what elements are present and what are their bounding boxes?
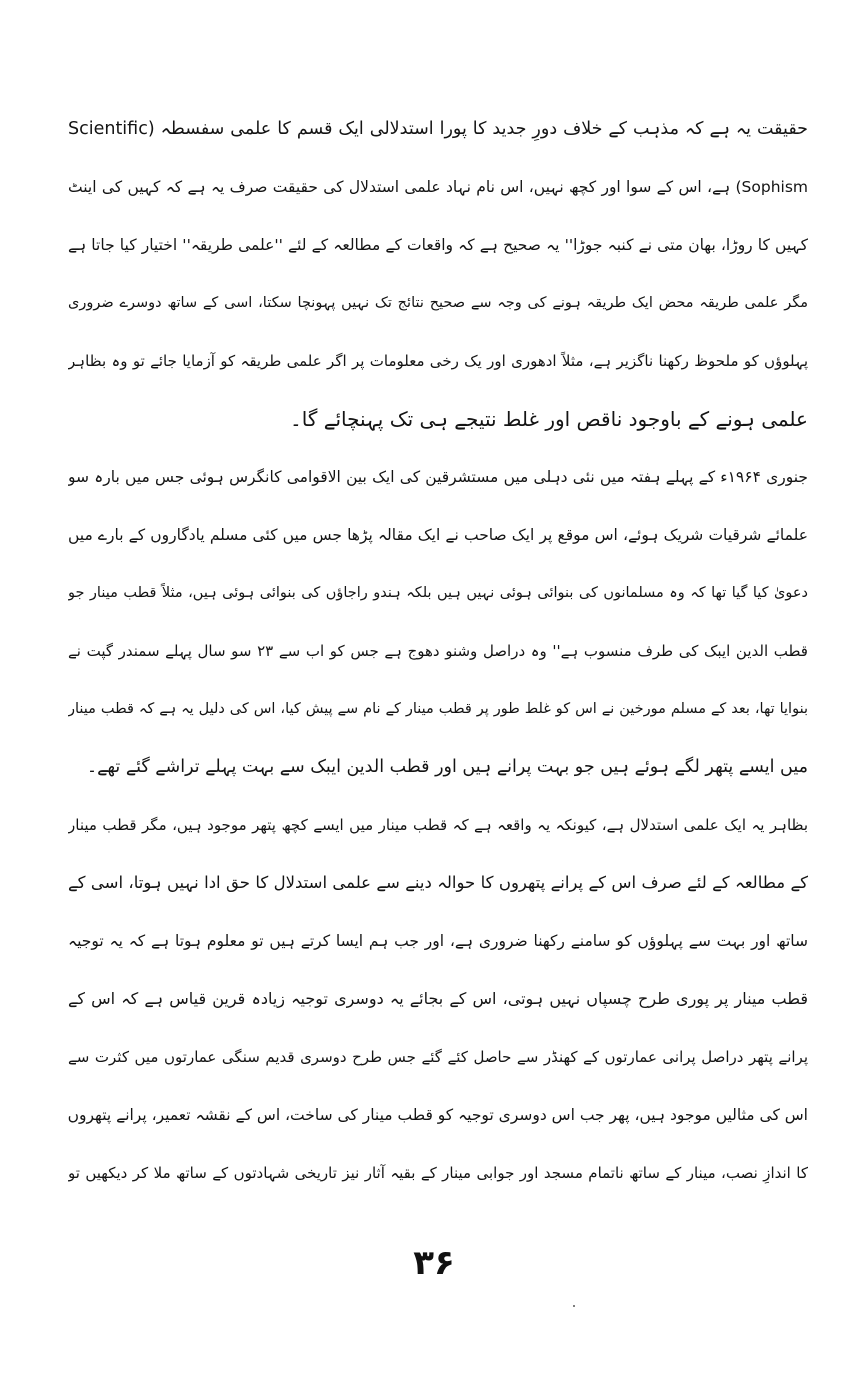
text-line: ساتھ اور بہت سے پہلوؤں کو سامنے رکھنا ضروری ہے، اور جب ہم ایسا کرتے ہیں تو معلوم ہوتا ہے کہ یہ توجیہ — [68, 932, 808, 950]
text-line: قطب مینار پر پوری طرح چسپاں نہیں ہوتی، اس کے بجائے یہ دوسری توجیہ زیادہ قرین قیاس ہے کہ اس کے — [68, 989, 808, 1008]
text-line: قطب الدین ایبک کی طرف منسوب ہے'' وہ دراصل وشنو دھوج ہے جس کو اب سے ۲۳ سو سال پہلے سمندر گپت نے — [68, 642, 808, 660]
text-line: پرانے پتھر دراصل پرانی عمارتوں کے کھنڈر سے حاصل کئے گئے جس طرح دوسری قدیم سنگی عمارتوں میں کثرت سے — [68, 1048, 808, 1066]
text-line: حقیقت یہ ہے کہ مذہب کے خلاف دورِ جدید کا پورا استدلالی ایک قسم کا علمی سفسطہ (Scientific — [68, 119, 808, 139]
text-line: کہیں کا روڑا، بھان متی نے کنبہ جوڑا'' یہ صحیح ہے کہ واقعات کے مطالعہ کے لئے ''علمی طریقہ'' اختیار کیا جاتا ہے — [68, 236, 808, 254]
scan-speck — [573, 1305, 575, 1307]
text-line: میں ایسے پتھر لگے ہوئے ہیں جو بہت پرانے ہیں اور قطب الدین ایبک سے بہت پہلے تراشے گئے تھے۔ — [86, 757, 808, 777]
text-line: علمی ہونے کے باوجود ناقص اور غلط نتیجے ہی تک پہنچائے گا۔ — [290, 407, 808, 431]
text-line: بنوایا تھا، بعد کے مسلم مورخین نے اس کو غلط طور پر قطب مینار کے نام سے پیش کیا، اس کی دلیل یہ ہے کہ قطب مینار — [68, 701, 808, 717]
text-line: کا اندازِ نصب، مینار کے ساتھ ناتمام مسجد اور جوابی مینار کے بقیہ آثار نیز تاریخی شہادتوں کے ساتھ ملا کر دیکھیں تو — [68, 1164, 808, 1182]
paragraph-start-line: جنوری ۱۹۶۴ء کے پہلے ہفتہ میں نئی دہلی میں مستشرقین کی ایک بین الاقوامی کانگرس ہوئی جس میں بارہ سو — [68, 468, 808, 486]
text-line: Sophism) ہے، اس کے سوا اور کچھ نہیں، اس نام نہاد علمی استدلال کی حقیقت صرف یہ ہے کہ کہیں کی اینٹ — [68, 178, 808, 196]
page-number: ۳۶ — [413, 1243, 455, 1283]
text-line: پہلوؤں کو ملحوظ رکھنا ناگزیر ہے، مثلاً ادھوری اور یک رخی معلومات پر اگر علمی طریقہ کو آزمایا جائے تو وہ بظاہر — [68, 352, 808, 370]
text-line: مگر علمی طریقہ محض ایک طریقہ ہونے کی وجہ سے صحیح نتائج تک نہیں پہونچا سکتا، اسی کے ساتھ دوسرے ضروری — [68, 295, 808, 311]
text-line: دعویٰ کیا گیا تھا کہ وہ مسلمانوں کی بنوائی ہوئی نہیں ہیں بلکہ ہندو راجاؤں کی بنوائی ہوئی ہیں، مثلاً قطب مینار جو — [68, 585, 808, 601]
paragraph-start-line: بظاہر یہ ایک علمی استدلال ہے، کیونکہ یہ واقعہ ہے کہ قطب مینار میں ایسے کچھ پتھر موجود ہیں، مگر قطب مینار — [68, 816, 808, 834]
text-line: اس کی مثالیں موجود ہیں، پھر جب اس دوسری توجیہ کو قطب مینار کی ساخت، اس کے نقشہ تعمیر، پرانے پتھروں — [68, 1106, 808, 1124]
text-line: علمائے شرقیات شریک ہوئے، اس موقع پر ایک صاحب نے ایک مقالہ پڑھا جس میں کئی مسلم یادگاروں کے بارے میں — [68, 526, 808, 544]
text-line: کے مطالعہ کے لئے صرف اس کے پرانے پتھروں کا حوالہ دینے سے علمی استدلال کا حق ادا نہیں ہوتا، اسی کے — [68, 873, 808, 892]
